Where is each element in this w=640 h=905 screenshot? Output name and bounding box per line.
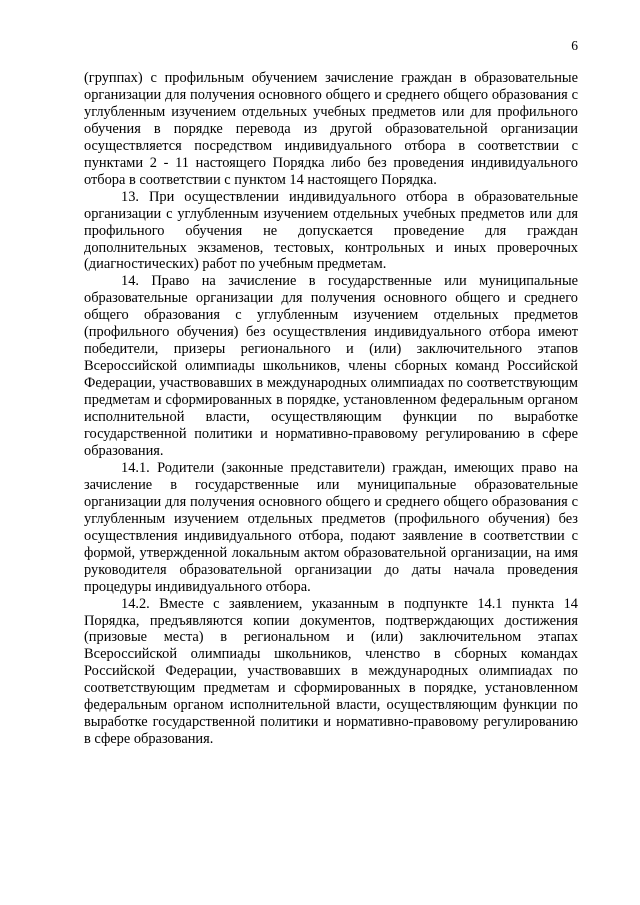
paragraph-14-2: 14.2. Вместе с заявлением, указанным в подпункте 14.1 пункта 14 Порядка, предъявляются копии документов, подтверждающих достижения (призовые места) в региональном и (или) заключительном этапах Всероссийской олимпиады школьников, членство в сборных командах Российской Федерации, участвовавших в международных олимпиадах по соответствующим предметам и сформированных в порядке, установленном федеральным органом исполнительной власти, осуществляющим функции по выработке государственной политики и нормативно-правовому регулированию в сфере образования. bbox=[84, 595, 578, 748]
paragraph-continuation: (группах) с профильным обучением зачисление граждан в образовательные организации для получения основного общего и среднего общего образования с углубленным изучением отдельных учебных предметов или для профильного обучения в порядке перевода из другой образовательной организации осуществляется посредством индивидуального отбора в соответствии с пунктами 2 - 11 настоящего Порядка либо без проведения индивидуального отбора в соответствии с пунктом 14 настоящего Порядка. bbox=[84, 70, 578, 188]
paragraph-13: 13. При осуществлении индивидуального отбора в образовательные организации с углубленным изучением отдельных учебных предметов или для профильного обучения не допускается проведение для граждан дополнительных экзаменов, тестовых, контрольных и иных проверочных (диагностических) работ по учебным предметам. bbox=[84, 188, 578, 273]
paragraph-14-1: 14.1. Родители (законные представители) граждан, имеющих право на зачисление в государственные или муниципальные образовательные организации для получения основного общего и среднего общего образования с углубленным изучением отдельных предметов (профильного обучения) без осуществления индивидуального отбора, подают заявление в соответствии с формой, утвержденной локальным актом образовательной организации, на имя руководителя образовательной организации до даты начала проведения процедуры индивидуального отбора. bbox=[84, 459, 578, 595]
paragraph-14: 14. Право на зачисление в государственные или муниципальные образовательные организации для получения основного общего и среднего общего образования с углубленным изучением отдельных предметов (профильного обучения) без осуществления индивидуального отбора имеют победители, призеры регионального и (или) заключительного этапов Всероссийской олимпиады школьников, члены сборных команд Российской Федерации, участвовавших в международных олимпиадах по соответствующим предметам и сформированных в порядке, установленном федеральным органом исполнительной власти, осуществляющим функции по выработке государственной политики и нормативно-правовому регулированию в сфере образования. bbox=[84, 273, 578, 459]
document-body bbox=[84, 70, 578, 748]
page-number: 6 bbox=[571, 38, 578, 53]
